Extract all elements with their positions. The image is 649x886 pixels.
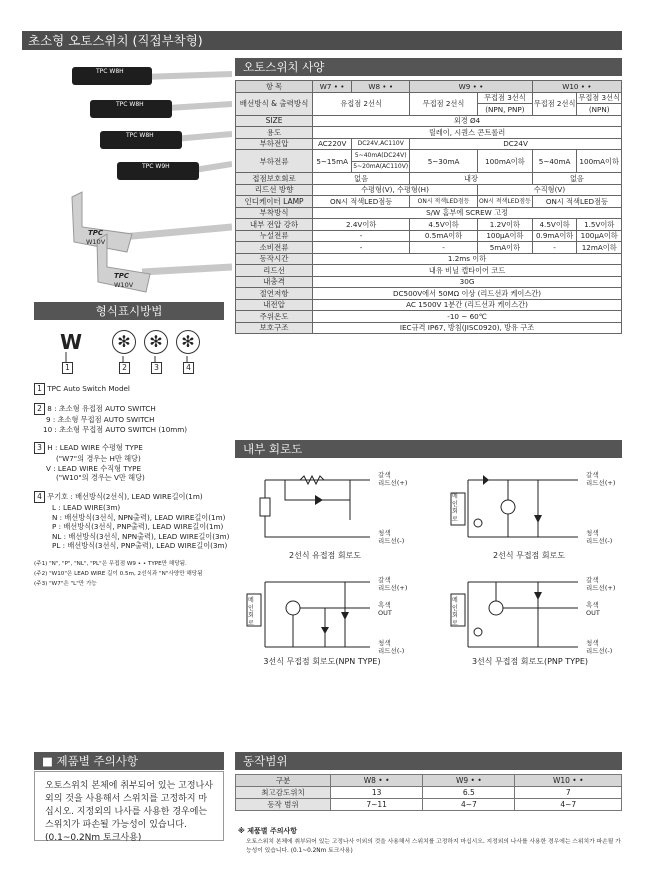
c3-main-circuit: 메인회로 — [248, 597, 254, 627]
spec-cell: S/W 홈부에 SCREW 고정 — [313, 207, 622, 219]
spec-cell: DC24V — [410, 138, 622, 150]
model-code-title: 형식표시방법 — [34, 302, 224, 320]
circuit-caption-3: 3선식 무접점 회로도(NPN TYPE) — [263, 657, 381, 666]
spec-cell: - — [313, 230, 410, 242]
spec-header-w8: W8 • • — [352, 81, 410, 93]
spec-label: 내전압 — [236, 299, 313, 311]
spec-cell: 100μA이하 — [477, 230, 532, 242]
spec-row-withstand — [236, 299, 622, 311]
caution-title: ■ 제품별 주의사항 — [34, 752, 224, 770]
c1-blue-label: 청색 리드선(-) — [378, 529, 405, 545]
spec-cell: DC500V에서 50MΩ 이상 (리드선과 케이스간) — [313, 288, 622, 300]
circuit-section-title: 내부 회로도 — [235, 440, 622, 458]
spec-label: 동작시간 — [236, 253, 313, 265]
spec-label: 배선방식 & 출력방식 — [236, 92, 313, 115]
c3-blue-label: 청색 리드선(-) — [378, 639, 405, 655]
spec-row-optime — [236, 253, 622, 265]
spec-cell: 100mA이하 — [477, 150, 532, 173]
legend-line: PL : 배선방식(3선식, PNP출력), LEAD WIRE길이(3m) — [52, 541, 228, 551]
range-note-text: 오토스위치 본체에 취부되어 있는 고정나사 이외의 것을 사용해서 스위치를 고정하지 마십시오. 지정외의 나사를 사용한 경우에는 스위치가 파손될 가능성이 있습니다. (0.1~0.2Nm 토크사용) — [246, 839, 621, 854]
range-cell: 6.5 — [423, 787, 515, 799]
spec-section-title: 오토스위치 사양 — [235, 58, 622, 76]
range-header: W9 • • — [423, 775, 515, 787]
spec-row-temp — [236, 311, 622, 323]
code-slot-3: ✻ — [144, 330, 168, 354]
legend-num: 2 — [34, 403, 45, 415]
spec-cell: 없음 — [313, 173, 410, 185]
spec-cell: 4.5V이하 — [532, 219, 577, 231]
legend-note: (주2) "W10"은 LEAD WIRE 길이 0.5m, 2선식과 "N"사양만 해당됨 — [34, 570, 203, 577]
spec-cell: 유접점 2선식 — [313, 92, 410, 115]
spec-cell: 5mA이하 — [477, 242, 532, 254]
photo-label-f2: W10V — [114, 281, 134, 289]
range-cell: 13 — [331, 787, 423, 799]
spec-row-wiring — [236, 92, 622, 104]
legend-line: 9 : 초소형 무접점 AUTO SWITCH — [46, 415, 155, 424]
spec-row-size — [236, 115, 622, 127]
spec-cell: DC24V,AC110V — [352, 138, 410, 150]
spec-cell: 5~15mA — [313, 150, 352, 173]
spec-cell: 1.2V이하 — [477, 219, 532, 231]
spec-header-item: 항 목 — [236, 81, 313, 93]
circuit-2wire-contactless — [448, 465, 583, 545]
spec-cell: 무접점 2선식 — [410, 92, 478, 115]
legend-item-4 — [34, 491, 234, 551]
legend-line: N : 배선방식(3선식, NPN출력), LEAD WIRE길이(1m) — [52, 512, 226, 522]
range-header: 구분 — [236, 775, 331, 787]
spec-label: SIZE — [236, 115, 313, 127]
spec-cell: 수직형(V) — [477, 184, 621, 196]
range-header-row — [236, 775, 622, 787]
spec-row-voltage — [236, 138, 622, 150]
c4-brown-label: 갈색 리드선(+) — [586, 576, 616, 592]
spec-cell: - — [410, 242, 478, 254]
spec-header-w7: W7 • • — [313, 81, 352, 93]
spec-cell: ON시 적색LED점등 — [477, 196, 532, 208]
spec-row-protect — [236, 173, 622, 185]
spec-row-current — [236, 150, 622, 162]
spec-cell: - — [532, 242, 577, 254]
spec-table — [235, 80, 622, 334]
spec-cell: 외경 Ø4 — [313, 115, 622, 127]
legend-num: 3 — [34, 442, 45, 454]
legend-line: 10 : 초소형 무접점 AUTO SWITCH (10mm) — [43, 424, 188, 434]
c4-main-circuit: 메인회로 — [452, 597, 458, 627]
code-num-1: 1 — [62, 362, 73, 374]
spec-cell: AC 1500V 1분간 (리드선과 케이스간) — [313, 299, 622, 311]
legend-note: (주3) "W7"은 "L"만 가능 — [34, 580, 97, 587]
spec-label: 절연저항 — [236, 288, 313, 300]
spec-cell: -10 ~ 60℃ — [313, 311, 622, 323]
spec-cell: AC220V — [313, 138, 352, 150]
spec-cell: IEC규격 IP67, 방침(JISC0920), 방유 구조 — [313, 322, 622, 334]
spec-label: 내부 전압 강하 — [236, 219, 313, 231]
range-cell: 4~7 — [423, 799, 515, 811]
spec-label: 리드선 방향 — [236, 184, 313, 196]
spec-cell: 내유 비닐 캡타이어 코드 — [313, 265, 622, 277]
spec-row-shock — [236, 276, 622, 288]
legend-line: 8 : 초소형 유접점 AUTO SWITCH — [47, 404, 156, 413]
spec-label: 부하전압 — [236, 138, 313, 150]
c2-brown-label: 갈색 리드선(+) — [586, 471, 616, 487]
model-legend — [34, 383, 234, 589]
code-num-4: 4 — [183, 362, 194, 374]
product-photos — [22, 52, 232, 297]
caution-text: 오토스위치 본체에 취부되어 있는 고정나사외의 것을 사용해서 스위치를 고정하지 마십시오. 지정외의 나사를 사용한 경우에는 스위치가 파손될 가능성이 있습니다. (0.1~0.2Nm 토크사용) — [34, 771, 224, 841]
photo-label-f1: TPC — [114, 272, 130, 280]
c3-black-label: 흑색 OUT — [378, 601, 392, 617]
spec-cell: 12mA이하 — [577, 242, 622, 254]
spec-cell: 100mA이하 — [577, 150, 622, 173]
spec-cell: 5~20mA(AC110V) — [352, 161, 410, 173]
spec-label: 보호구조 — [236, 322, 313, 334]
circuit-caption-1: 2선식 유접점 회로도 — [289, 551, 361, 560]
spec-cell: 무접점 3선식 — [477, 92, 532, 104]
spec-cell: - — [313, 242, 410, 254]
legend-line: 무기호 : 배선방식(2선식), LEAD WIRE길이(1m) — [47, 491, 203, 501]
spec-cell: 0.5mA이하 — [410, 230, 478, 242]
c1-brown-label: 갈색 리드선(+) — [378, 471, 408, 487]
photo-label-c: TPC W8H — [126, 132, 154, 139]
spec-label: 접점보호회로 — [236, 173, 313, 185]
legend-line: TPC Auto Switch Model — [47, 384, 130, 393]
range-label: 동작 범위 — [236, 799, 331, 811]
spec-cell: 내장 — [410, 173, 533, 185]
spec-row-insulation — [236, 288, 622, 300]
c2-blue-label: 청색 리드선(-) — [586, 529, 613, 545]
photo-label-e1: TPC — [88, 229, 104, 237]
spec-label: 주위온도 — [236, 311, 313, 323]
spec-label: 소비전류 — [236, 242, 313, 254]
spec-cell: 2.4V이하 — [313, 219, 410, 231]
legend-line: P : 배선방식(3선식, PNP출력), LEAD WIRE길이(1m) — [52, 522, 224, 532]
legend-line: H : LEAD WIRE 수평형 TYPE — [47, 443, 143, 453]
spec-cell: 없음 — [532, 173, 621, 185]
c3-brown-label: 갈색 리드선(+) — [378, 576, 408, 592]
range-header: W8 • • — [331, 775, 423, 787]
range-row-sensitivity — [236, 787, 622, 799]
photo-label-b: TPC W8H — [116, 101, 144, 108]
spec-cell: 5~30mA — [410, 150, 478, 173]
circuit-3wire-pnp — [448, 572, 583, 657]
spec-label: 리드선 — [236, 265, 313, 277]
spec-header-w9: W9 • • — [410, 81, 533, 93]
spec-row-consume — [236, 242, 622, 254]
spec-row-leak — [236, 230, 622, 242]
spec-cell: 1.2ms 이하 — [313, 253, 622, 265]
spec-header-w10: W10 • • — [532, 81, 621, 93]
legend-line: V : LEAD WIRE 수직형 TYPE — [46, 463, 142, 473]
legend-note: (주1) "N", "P", "NL", "PL"은 무접점 W9 • • TYPE만 해당됨. — [34, 560, 187, 567]
circuit-caption-4: 3선식 무접점 회로도(PNP TYPE) — [471, 657, 589, 666]
spec-row-direction — [236, 184, 622, 196]
spec-cell: 100μA이하 — [577, 230, 622, 242]
spec-label: 누설전류 — [236, 230, 313, 242]
legend-num: 1 — [34, 383, 45, 395]
spec-row-lamp — [236, 196, 622, 208]
spec-cell: 릴레이, 시퀀스 콘트롤러 — [313, 127, 622, 139]
spec-cell: 5~40mA — [532, 150, 577, 173]
photo-label-e2: W10V — [86, 238, 106, 246]
spec-label: 내충격 — [236, 276, 313, 288]
legend-item-1 — [34, 383, 234, 395]
spec-cell: 1.5V이하 — [577, 219, 622, 231]
legend-line: ("W10"의 경우는 V만 해당) — [56, 473, 145, 483]
spec-cell: (NPN) — [577, 104, 622, 116]
range-cell: 4~7 — [515, 799, 622, 811]
legend-line: L : LEAD WIRE(3m) — [52, 502, 121, 512]
range-cell: 7~11 — [331, 799, 423, 811]
c4-black-label: 흑색 OUT — [586, 601, 600, 617]
c2-main-circuit: 메인회로 — [452, 493, 458, 523]
spec-cell: 5~40mA(DC24V) — [352, 150, 410, 162]
spec-label: 부착방식 — [236, 207, 313, 219]
code-num-2: 2 — [119, 362, 130, 374]
range-table — [235, 774, 622, 811]
product-photos-svg — [22, 52, 232, 297]
spec-cell: 수평형(V), 수평형(H) — [313, 184, 478, 196]
code-slot-4: ✻ — [176, 330, 200, 354]
legend-num: 4 — [34, 491, 45, 503]
spec-label: 용도 — [236, 127, 313, 139]
legend-line: ("W7"의 경우는 H만 해당) — [56, 454, 141, 464]
code-connector-lines — [60, 350, 200, 368]
circuit-3wire-npn — [245, 572, 375, 657]
legend-line: NL : 배선방식(3선식, NPN출력), LEAD WIRE길이(3m) — [52, 531, 230, 541]
spec-row-protection — [236, 322, 622, 334]
photo-label-a: TPC W8H — [96, 68, 124, 75]
circuit-2wire-contact — [245, 465, 375, 545]
code-num-3: 3 — [151, 362, 162, 374]
spec-row-drop — [236, 219, 622, 231]
spec-row-lead — [236, 265, 622, 277]
spec-header-row — [236, 81, 622, 93]
range-header: W10 • • — [515, 775, 622, 787]
spec-cell: (NPN, PNP) — [477, 104, 532, 116]
model-prefix: W — [60, 330, 83, 354]
photo-label-d: TPC W9H — [142, 163, 170, 170]
range-row-range — [236, 799, 622, 811]
spec-cell: 4.5V이하 — [410, 219, 478, 231]
legend-item-3 — [34, 442, 234, 483]
spec-cell: ON시 적색LED점등 — [313, 196, 410, 208]
circuit-caption-2: 2선식 무접점 회로도 — [493, 551, 565, 560]
spec-row-use — [236, 127, 622, 139]
spec-label: 부하전류 — [236, 150, 313, 173]
spec-cell: ON시 적색LED점등 — [532, 196, 621, 208]
page-title: 초소형 오토스위치 (직접부착형) — [22, 31, 622, 50]
range-title: 동작범위 — [235, 752, 622, 770]
range-cell: 7 — [515, 787, 622, 799]
spec-cell: ON시 적색LED점등 — [410, 196, 478, 208]
range-note-title: ※ 제품별 주의사항 — [238, 827, 298, 835]
spec-row-mount — [236, 207, 622, 219]
legend-notes — [34, 559, 234, 589]
c4-blue-label: 청색 리드선(-) — [586, 639, 613, 655]
code-slot-2: ✻ — [112, 330, 136, 354]
spec-cell: 무접점 3선식 — [578, 93, 620, 103]
spec-cell: 0.9mA이하 — [532, 230, 577, 242]
spec-label: 인디케이터 LAMP — [236, 196, 313, 208]
spec-cell: 30G — [313, 276, 622, 288]
legend-item-2 — [34, 403, 234, 434]
spec-cell: 무접점 2선식 — [532, 92, 577, 115]
range-label: 최고감도위치 — [236, 787, 331, 799]
